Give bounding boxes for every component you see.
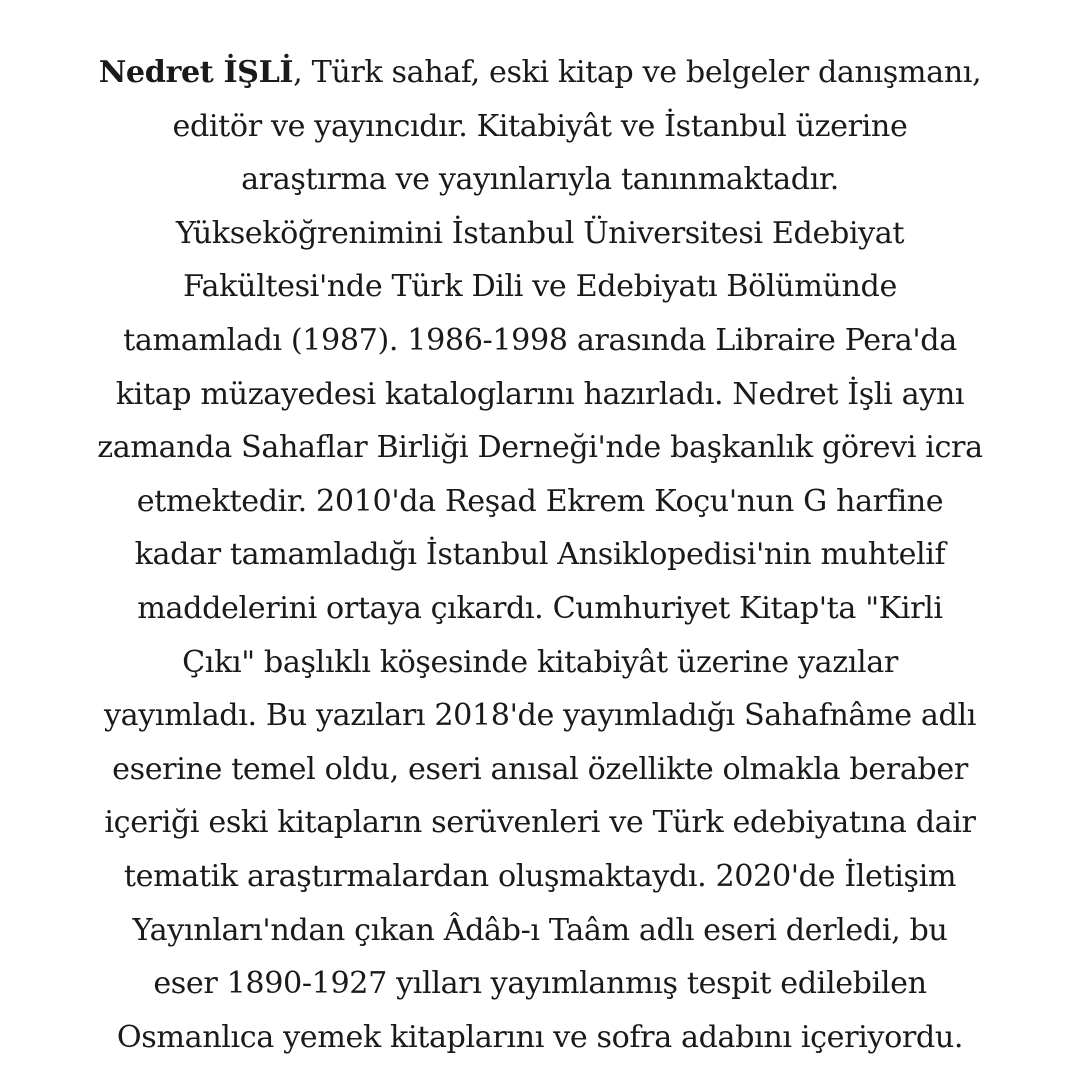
bio-line: yayımladı. Bu yazıları 2018'de yayımladığı Sahafnâme adlı: [104, 698, 976, 734]
bio-line: içeriği eski kitapların serüvenleri ve Türk edebiyatına dair: [104, 805, 976, 841]
bio-line: eserine temel oldu, eseri anısal özellikte olmakla beraber: [112, 751, 968, 787]
biography-text: [0, 46, 1080, 1064]
bio-line: Çıkı" başlıklı köşesinde kitabiyât üzerine yazılar: [182, 644, 898, 680]
bio-line: maddelerini ortaya çıkardı. Cumhuriyet Kitap'ta "Kirli: [137, 590, 943, 626]
bio-line: [0, 46, 1080, 100]
bio-line: eser 1890-1927 yılları yayımlanmış tespit edilebilen: [153, 966, 927, 1002]
bio-line: kadar tamamladığı İstanbul Ansiklopedisi'nin muhtelif: [134, 537, 946, 573]
bio-line: kitap müzayedesi kataloglarını hazırladı. Nedret İşli aynı: [115, 376, 965, 412]
bio-line: tamamladı (1987). 1986-1998 arasında Libraire Pera'da: [123, 322, 957, 358]
bio-line: etmektedir. 2010'da Reşad Ekrem Koçu'nun G harfine: [136, 483, 944, 519]
bio-line: editör ve yayıncıdır. Kitabiyât ve İstanbul üzerine: [172, 108, 908, 144]
bio-line: Osmanlıca yemek kitaplarını ve sofra adabını içeriyordu.: [116, 1019, 964, 1055]
bio-line: tematik araştırmalardan oluşmaktaydı. 2020'de İletişim: [123, 858, 957, 894]
bio-line: araştırma ve yayınlarıyla tanınmaktadır.: [241, 162, 839, 198]
bio-line: Fakültesi'nde Türk Dili ve Edebiyatı Bölümünde: [183, 269, 897, 305]
person-name: Nedret İŞLİ: [98, 55, 294, 90]
bio-line-text: , Türk sahaf, eski kitap ve belgeler danışmanı,: [293, 55, 982, 90]
bio-line: Yayınları'ndan çıkan Âdâb-ı Taâm adlı eseri derledi, bu: [132, 912, 948, 948]
bio-line: zamanda Sahaflar Birliği Derneği'nde başkanlık görevi icra: [97, 430, 983, 466]
bio-line: Yükseköğrenimini İstanbul Üniversitesi Edebiyat: [175, 215, 905, 251]
